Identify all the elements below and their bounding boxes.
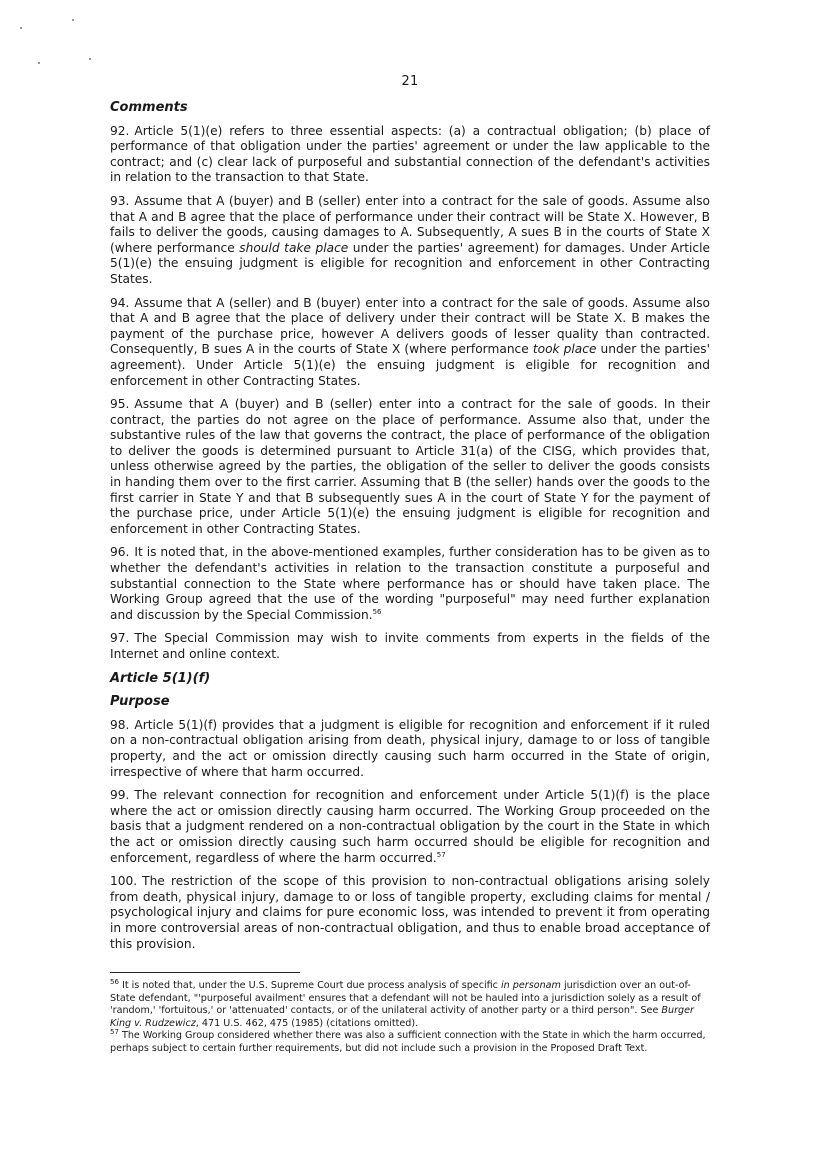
paragraph-text: Article 5(1)(f) provides that a judgment is eligible for recognition and enforcement if it ruled on a non-contractual obligation arising from death, physical injury, damage to or loss of tangible property, and the act or omission directly causing such harm occurred in the State of origin, irrespective of where that harm occurred. (110, 717, 710, 779)
paragraph-95 (110, 397, 710, 537)
paragraph-number: 92. (110, 123, 130, 138)
paragraph-text: Article 5(1)(e) refers to three essential aspects: (a) a contractual obligation; (b) place of performance of that obligation under the parties' agreement or under the law applicable to the contract; and (c) clear lack of purposeful and substantial connection of the defendant's activities in relation to the transaction to that State. (110, 123, 710, 185)
paragraph-98 (110, 718, 710, 780)
footnote-reference[interactable]: 56 (372, 607, 382, 616)
paragraph-text: Assume that A (buyer) and B (seller) enter into a contract for the sale of goods. Assume also that A and B agree that the place of performance under their contract will be State X. However, B fails to deliver the goods, causing damages to A. Subsequently, A sues B in the courts of State X (where performance (110, 193, 710, 255)
paragraph-emphasis: took place (532, 342, 597, 357)
paragraph-94 (110, 296, 710, 390)
comments-heading: Comments (110, 100, 188, 115)
footnote-text: It is noted that, under the U.S. Supreme Court due process analysis of specific (121, 980, 501, 991)
paragraph-text: The relevant connection for recognition and enforcement under Article 5(1)(f) is the place where the act or omission directly causing harm occurred. The Working Group proceeded on the basis that a judgment rendered on a non-contractual obligation by the court in the State in which the act or omission directly causing such harm occurred should be eligible for recognition and enforcement, regardless of where the harm occurred. (110, 788, 710, 865)
article-heading: Article 5(1)(f) (110, 670, 211, 686)
paragraph-text: It is noted that, in the above-mentioned examples, further consideration has to be given as to whether the defendant's activities in relation to the transaction constitute a purposeful and substantial connection to the State where performance has or should have taken place. The Working Group agreed that the use of the wording "purposeful" may need further explanation and discussion by the Special Commission. (110, 545, 710, 622)
paragraph-97 (110, 631, 710, 662)
paragraph-emphasis: should take place (239, 240, 349, 255)
paragraph-96 (110, 545, 710, 623)
paragraph-text: Assume that A (buyer) and B (seller) enter into a contract for the sale of goods. In their contract, the parties do not agree on the place of performance. Assume also that, under the substantive rules of the law that governs the contract, the place of performance of the obligation to deliver the goods is determined pursuant to Article 31(a) of the CISG, which provides that, unless otherwise agreed by the parties, the obligation of the seller to deliver the goods consists in handing them over to the first carrier. Assuming that B (the seller) hands over the goods to the first carrier in State Y and that B subsequently sues A in the court of State Y for the payment of the purchase price, under Article 5(1)(e) the ensuing judgment is eligible for recognition and enforcement in other Contracting States. (110, 397, 710, 536)
paragraph-93 (110, 194, 710, 288)
footnote-italic: in personam (501, 980, 561, 991)
footnote-number: 57 (110, 1028, 119, 1037)
paragraph-text: The Special Commission may wish to invite comments from experts in the fields of the Internet and online context. (110, 631, 710, 661)
paragraph-text: under the parties' agreement) for damages. Under Article 5(1)(e) the ensuing judgment is eligible for recognition and enforcement in other Contracting States. (110, 240, 710, 286)
paragraph-text: The restriction of the scope of this provision to non-contractual obligations arising solely from death, physical injury, damage to or loss of tangible property, excluding claims for mental / psychological injury and claims for pure economic loss, was intended to prevent it from operating in more controversial areas of non-contractual obligation, and thus to enable broad acceptance of this provision. (110, 874, 710, 951)
footnote-separator (110, 972, 300, 973)
footnote-text: The Working Group considered whether there was also a sufficient connection with the State in which the harm occurred, perhaps subject to certain further requirements, but did not include such a provision in the Proposed Draft Text. (110, 1030, 706, 1054)
paragraph-number: 100. (110, 874, 138, 889)
paragraph-number: 97. (110, 631, 130, 646)
footnote-italic: Burger King v. Rudzewicz (110, 1005, 694, 1029)
paragraph-number: 99. (110, 788, 130, 803)
paragraph-number: 93. (110, 193, 130, 208)
paragraph-number: 94. (110, 295, 130, 310)
paragraph-99 (110, 788, 710, 866)
paragraph-number: 96. (110, 545, 130, 560)
footnote-57 (110, 1030, 710, 1055)
paragraph-100 (110, 874, 710, 952)
purpose-heading: Purpose (110, 694, 170, 710)
page-body (110, 100, 710, 960)
footnote-number: 56 (110, 977, 119, 986)
page-number: 21 (401, 74, 419, 89)
footnote-text: jurisdiction over an out-of-State defendant, "'purposeful availment' ensures that a defendant will not be hauled into a jurisdiction solely as a result of 'random,' 'fortuitous,' or 'attenuated' contacts, or of the unilateral activity of another party or a third person". See (110, 980, 701, 1017)
footnote-text: , 471 U.S. 462, 475 (1985) (citations omitted). (195, 1017, 419, 1029)
paragraph-text: Assume that A (seller) and B (buyer) enter into a contract for the sale of goods. Assume also that A and B agree that the place of delivery under their contract will be State X. B makes the payment of the purchase price, however A delivers goods of lesser quality than contracted. Consequently, B sues A in the courts of State X (where performance (110, 295, 710, 357)
footnotes (110, 977, 710, 1056)
paragraph-text: under the parties' agreement). Under Article 5(1)(e) the ensuing judgment is eligible for recognition and enforcement in other Contracting States. (110, 342, 710, 388)
footnote-reference[interactable]: 57 (436, 850, 446, 859)
paragraph-number: 98. (110, 717, 130, 732)
paragraph-number: 95. (110, 397, 130, 412)
footnote-56 (110, 977, 710, 1030)
paragraph-92 (110, 124, 710, 186)
